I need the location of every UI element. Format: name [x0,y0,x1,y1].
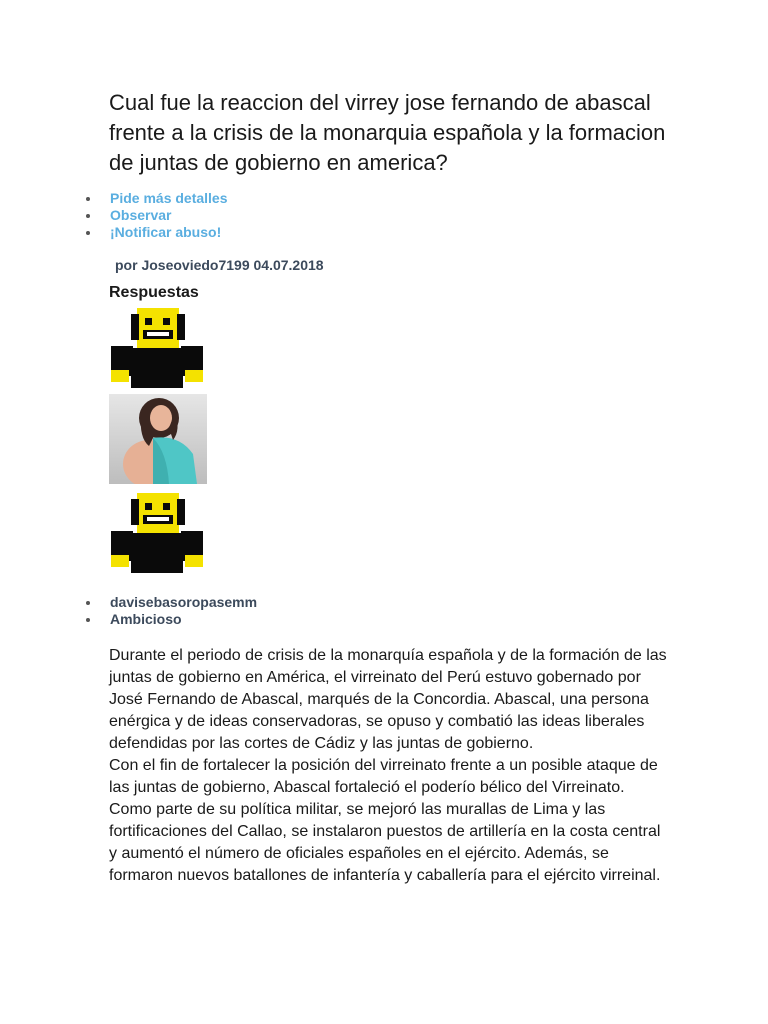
follow-label: Observar [110,207,172,223]
bullet-icon [86,618,90,622]
ask-details-label: Pide más detalles [110,190,228,206]
answer-paragraph: Con el fin de fortalecer la posición del virreinato frente a un posible ataque de las juntas de gobierno, Abascal fortaleció el poderío bélico del Virreinato. Como parte de su política militar, se mejoró las murallas de Lima y las fortificaciones del Callao, se instalaron puestos de artillería en la costa central y aumentó el número de oficiales españoles en el ejército. Además, se formaron nuevos batallones de infantería y caballería para el ejército virreinal. [109,757,661,884]
woman-photo-avatar [109,394,207,484]
question-author-line: por Joseoviedo7199 04.07.2018 [115,257,324,273]
bullet-icon [86,601,90,605]
answerer-name-label: davisebasoropasemm [110,594,258,610]
answerer-info [80,594,257,628]
answerer-name[interactable] [80,594,257,611]
report-abuse-link[interactable] [80,224,228,241]
bullet-icon [86,214,90,218]
follow-link[interactable] [80,207,228,224]
question-title: Cual fue la reaccion del virrey jose fernando de abascal frente a la crisis de la monarquia española y la formacion de juntas de gobierno en america? [109,90,666,175]
answers-heading: Respuestas [109,284,199,301]
bullet-icon [86,231,90,235]
answer-paragraph: Durante el periodo de crisis de la monarquía española y de la formación de las juntas de gobierno en América, el virreinato del Perú estuvo gobernado por José Fernando de Abascal, marqués de la Concordia. Abascal, una persona enérgica y de ideas conservadoras, se opuso y combatió las ideas liberales defendidas por las cortes de Cádiz y las juntas de gobierno. [109,647,667,752]
question-actions [80,190,228,241]
smiley-block-avatar-icon [109,302,207,392]
report-abuse-label: ¡Notificar abuso! [110,224,222,240]
answer-body [109,645,669,887]
answerer-rank [80,611,257,628]
ask-details-link[interactable] [80,190,228,207]
answerer-rank-label: Ambicioso [110,611,182,627]
bullet-icon [86,197,90,201]
smiley-block-avatar-icon [109,487,207,577]
